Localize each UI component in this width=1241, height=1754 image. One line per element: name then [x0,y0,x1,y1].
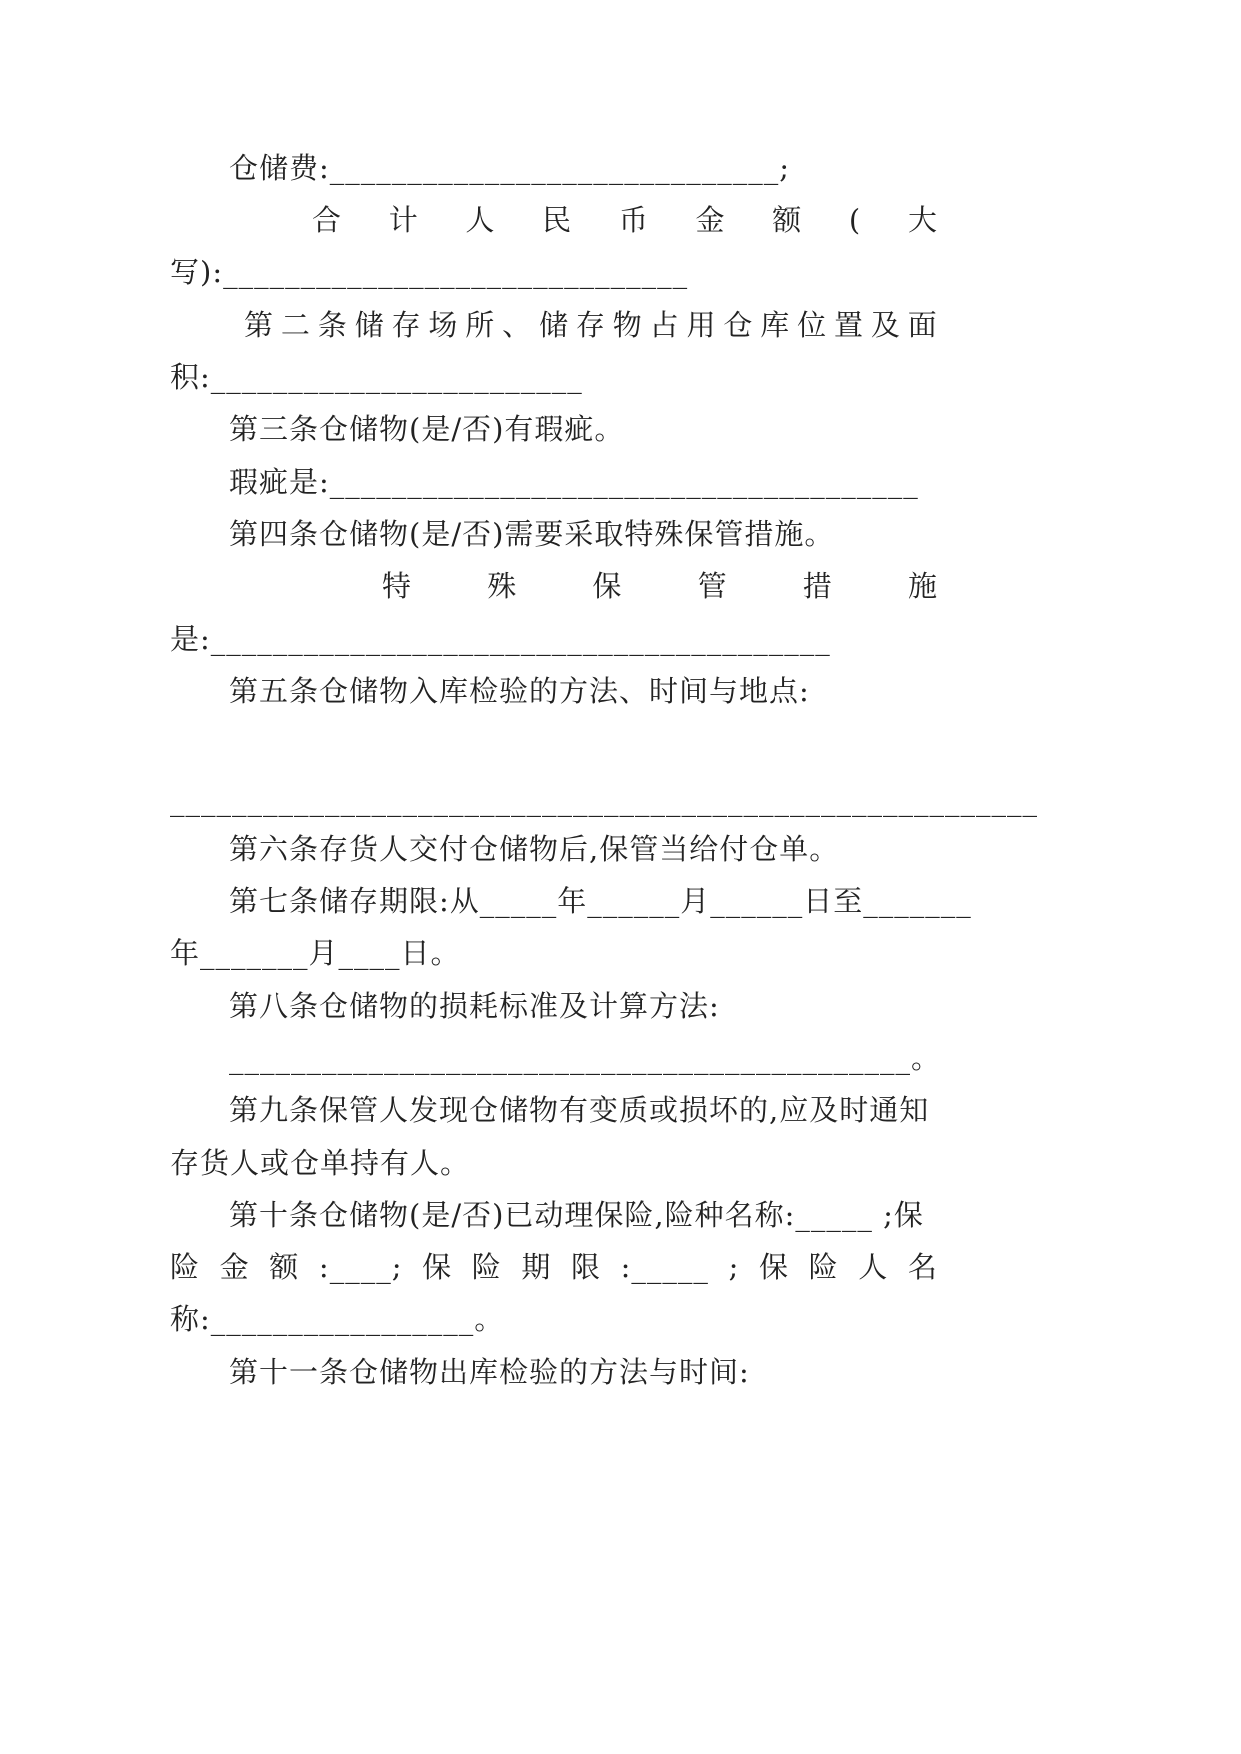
article-5: 第五条仓储物入库检验的方法、时间与地点: [229,674,810,708]
storage-fee-line: 仓储费:_____________________________; [229,151,791,185]
article-7-end-date: 年_______月____日。 [170,936,461,970]
article-9: 第九条保管人发现仓储物有变质或损坏的,应及时通知 [229,1093,930,1127]
total-rmb-uppercase-blank: 写):______________________________ [170,255,689,289]
article-4: 第四条仓储物(是/否)需要采取特殊保管措施。 [229,517,835,551]
article-10: 第十条仓储物(是/否)已动理保险,险种名称:_____ ;保 [229,1198,924,1232]
article-10-insurer: 称:_________________。 [170,1302,505,1336]
article-11: 第十一条仓储物出库检验的方法与时间: [229,1355,750,1389]
article-3: 第三条仓储物(是/否)有瑕疵。 [229,412,625,446]
defect-line: 瑕疵是:______________________________________ [229,465,919,499]
article-9-cont: 存货人或仓单持有人。 [170,1146,471,1180]
article-2-heading: 第 二 条 储 存 场 所 、 储 存 物 占 用 仓 库 位 置 及 面 [244,308,938,342]
article-8-blank: ____________________________________________。 [229,1041,942,1075]
special-measures-line: 特 殊 保 管 措 施 [382,569,938,603]
total-rmb-uppercase-line: 合 计 人 民 币 金 额 ( 大 [312,203,938,237]
article-6: 第六条存货人交付仓储物后,保管当给付仓单。 [229,832,840,866]
article-8: 第八条仓储物的损耗标准及计算方法: [229,989,720,1023]
article-10-insurance-line: 险 金 额 :____; 保 险 期 限 :_____ ; 保 险 人 名 [170,1250,938,1284]
special-measures-blank: 是:________________________________________ [170,622,831,656]
article-2-area-blank: 积:________________________ [170,360,583,394]
article-7: 第七条储存期限:从_____年______月______日至_______ [229,884,972,918]
article-5-blank: ________________________________________________________ [170,783,1038,817]
